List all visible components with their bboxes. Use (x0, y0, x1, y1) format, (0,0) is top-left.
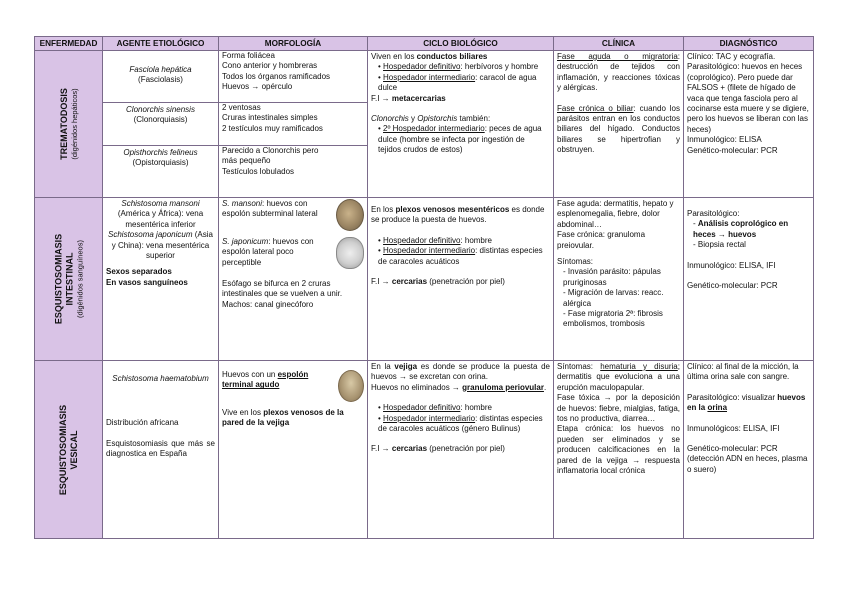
ciclo-cell (368, 198, 554, 361)
ciclo-hd: • Hospedador definitivo: hombre (378, 236, 550, 246)
morph-opisthorchis (219, 146, 367, 178)
morph-fasciola (219, 51, 367, 103)
ciclo-fi: F.I → cercarias (penetración por piel) (371, 277, 505, 287)
clin-cronica: Fase crónica: granuloma preiovular. (557, 230, 646, 250)
diag-line: Genético-molecular: PCR (687, 145, 778, 155)
morph-cell (219, 361, 368, 539)
agent-fasciola (103, 51, 218, 103)
agent-mansoni: Schistosoma mansoni (América y África): vena mesentérica inferior (117, 199, 204, 229)
agent-cell (103, 361, 219, 539)
header-agente: AGENTE ETIOLÓGICO (103, 37, 219, 51)
ciclo-cell (368, 51, 554, 198)
agent-name: Opisthorchis felineus (123, 148, 198, 157)
morph-mansoni: S. mansoni: huevos con espolón subterminal lateral (222, 199, 318, 219)
header-row (35, 37, 814, 51)
disease-title2: VESICAL (68, 429, 79, 470)
agent-cell (103, 198, 219, 361)
morph-line: Forma foliácea (222, 51, 275, 60)
morph-line: 2 ventosas (222, 103, 261, 112)
ciclo-hi: • Hospedador intermediario: caracol de agua dulce (378, 73, 550, 94)
agent-haematobium: Schistosoma haematobium (112, 374, 209, 383)
ciclo-fi: F.I → metacercarias (371, 93, 446, 103)
egg-mansoni-image (336, 199, 364, 231)
agent-disease: (Opistorquiasis) (132, 158, 189, 168)
morph-line: Parecido a Clonorchis pero (222, 146, 319, 155)
sintoma-item: - Migración de larvas: reacc. alérgica (563, 288, 680, 309)
ciclo-vejiga: En la vejiga es donde se produce la puesta de huevos → se excretan con orina. (371, 362, 550, 382)
diag-inmuno: Inmunológicos: ELISA, IFI (687, 423, 780, 433)
header-ciclo: CICLO BIOLÓGICO (368, 37, 554, 51)
diag-cell (684, 198, 814, 361)
ciclo-also: Clonorchis y Opistorchis también: (371, 114, 491, 124)
diag-item: - Biopsia rectal (693, 240, 810, 250)
header-morfologia: MORFOLOGÍA (219, 37, 368, 51)
clin-sintomas: Síntomas: hematuria y disuria; dermatitis que evoluciona a una erupción maculopapular. (557, 362, 680, 392)
ciclo-intro: Viven en los conductos biliares (371, 52, 488, 61)
morph-espolon: Huevos con un espolón terminal agudo (222, 370, 309, 390)
agent-vasos: En vasos sanguíneos (106, 277, 188, 287)
agent-disease: (Clonorquiasis) (133, 115, 188, 125)
header-clinica: CLÍNICA (554, 37, 684, 51)
morph-line: Todos los órganos ramificados (222, 71, 331, 81)
diag-gen: Genético-molecular: PCR (detección ADN en heces, plasma o suero) (687, 444, 808, 474)
disease-intestinal (35, 198, 103, 361)
morph-line: Huevos → opérculo (222, 82, 293, 92)
disease-subtitle: (digénidos sanguíneos) (75, 240, 84, 318)
morph-plexos: Vive en los plexos venosos de la pared de la vejiga (222, 408, 344, 428)
egg-haematobium-image (338, 370, 364, 402)
disease-title: ESQUISTOSOMIASIS (57, 404, 68, 495)
diag-parasit: Parasitológico: (687, 209, 740, 218)
diag-line: Inmunológico: ELISA (687, 135, 762, 145)
clin-cronica: Fase crónica o biliar: cuando los parásitos entran en los conductos biliares del hígado. Conductos biliares se hipertrofian y obstruyen. (557, 103, 680, 155)
disease-title: TREMATODOSIS (58, 88, 69, 160)
diag-item: - Análisis coprológico en heces → huevos (693, 219, 810, 240)
agent-opisthorchis (103, 146, 218, 170)
row-trematodosis (35, 51, 814, 198)
clin-sintomas: Síntomas: (557, 257, 594, 267)
agent-name: Fasciola hepática (129, 65, 192, 74)
agent-japonicum: Schistosoma japonicum (Asia y China): vena mesentérica superior (108, 230, 213, 261)
disease-title2: INTESTINAL (64, 252, 74, 306)
agent-disease: (Fasciolasis) (138, 75, 183, 85)
agent-sexos: Sexos separados (106, 267, 172, 277)
sintoma-item: - Fase migratoria 2ª: fibrosis embolismos, trombosis (563, 309, 680, 330)
ciclo-intro: En los plexos venosos mesentéricos es donde se produce la puesta de huevos. (371, 205, 545, 225)
egg-japonicum-image (336, 237, 364, 269)
diag-inmuno: Inmunológico: ELISA, IFI (687, 260, 776, 270)
ciclo-hd: • Hospedador definitivo: herbívoros y hombre (378, 62, 550, 72)
clinica-cell (554, 51, 684, 198)
header-enfermedad: ENFERMEDAD (35, 37, 103, 51)
header-diagnostico: DIAGNÓSTICO (684, 37, 814, 51)
agent-distribucion: Distribución africana (106, 418, 179, 428)
morph-line: más pequeño (222, 156, 271, 166)
ciclo-h2: • 2º Hospedador intermediario: peces de agua dulce (hombre se infecta por ingestión de tejidos crudos de estos) (378, 124, 550, 155)
ciclo-hi: • Hospedador intermediario: distintas especies de caracoles acuáticos (género Bulinus) (378, 414, 550, 435)
clinica-cell (554, 361, 684, 539)
diag-line: Clínico: TAC y ecografía. (687, 52, 776, 61)
diag-cell (684, 51, 814, 198)
ciclo-hi: • Hospedador intermediario: distintas especies de caracoles acuáticos (378, 246, 550, 267)
clin-cronica: Etapa crónica: los huevos no pueden ser eliminados y se producen calcificaciones en la pared de la vejiga → respuesta inflamatoria local crónica (557, 424, 680, 476)
morph-machos: Machos: canal ginecóforo (222, 299, 314, 309)
ciclo-granuloma: Huevos no eliminados → granuloma periovular. (371, 382, 547, 392)
row-vesical (35, 361, 814, 539)
agent-name: Clonorchis sinensis (126, 105, 195, 114)
diag-clinico: Clínico: al final de la micción, la última orina sale con sangre. (687, 362, 799, 382)
morph-clonorchis (219, 103, 367, 146)
clin-toxica: Fase tóxica → por la deposición de huevos: fiebre, mialgias, fatiga, tos no productiva, diarrea… (557, 393, 680, 424)
diag-parasit: Parasitológico: visualizar huevos en la orina (687, 392, 806, 413)
diag-gen: Genético-molecular: PCR (687, 281, 778, 291)
disease-vesical (35, 361, 103, 539)
morph-line: Cono anterior y hombreras (222, 61, 318, 71)
clin-aguda: Fase aguda o migratoria: destrucción de tejidos con inflamación, y reacciones tóxicas y alérgicas. (557, 52, 680, 93)
morph-cell (219, 51, 368, 198)
diag-cell (684, 361, 814, 539)
row-intestinal (35, 198, 814, 361)
agent-clonorchis (103, 103, 218, 146)
disease-subtitle: (digénidos hepáticos) (69, 88, 79, 160)
disease-title: ESQUISTOSOMIASIS (53, 233, 63, 325)
clinica-cell (554, 198, 684, 361)
diag-line: Parasitológico: huevos en heces (coprológico). Pero puede dar FALSOS + (filete de hígado de vaca que tenga fasciola pero al cocinarse esta muere y se digiere, pero los huevos se liberan con las heces) (687, 62, 809, 134)
agent-extra: Esquistosomiasis que más se diagnostica en España (106, 438, 215, 459)
morph-line: 2 testículos muy ramificados (222, 123, 323, 133)
morph-japonicum: S. japonicum: huevos con espolón lateral poco perceptible (222, 237, 314, 267)
ciclo-fi: F.I → cercarias (penetración por piel) (371, 444, 505, 454)
sintoma-item: - Invasión parásito: pápulas pruriginosas (563, 267, 680, 288)
parasitology-table (34, 36, 814, 539)
clin-aguda: Fase aguda: dermatitis, hepato y esplenomegalia, fiebre, dolor abdominal… (557, 199, 674, 229)
morph-line: Cruras intestinales simples (222, 113, 318, 123)
morph-esofago: Esófago se bifurca en 2 cruras intestinales que se vuelven a unir. (222, 279, 343, 299)
disease-trematodosis (35, 51, 103, 198)
morph-cell (219, 198, 368, 361)
morph-line: Testículos lobulados (222, 166, 295, 176)
ciclo-hd: • Hospedador definitivo: hombre (378, 403, 550, 413)
agent-cell (103, 51, 219, 198)
ciclo-cell (368, 361, 554, 539)
